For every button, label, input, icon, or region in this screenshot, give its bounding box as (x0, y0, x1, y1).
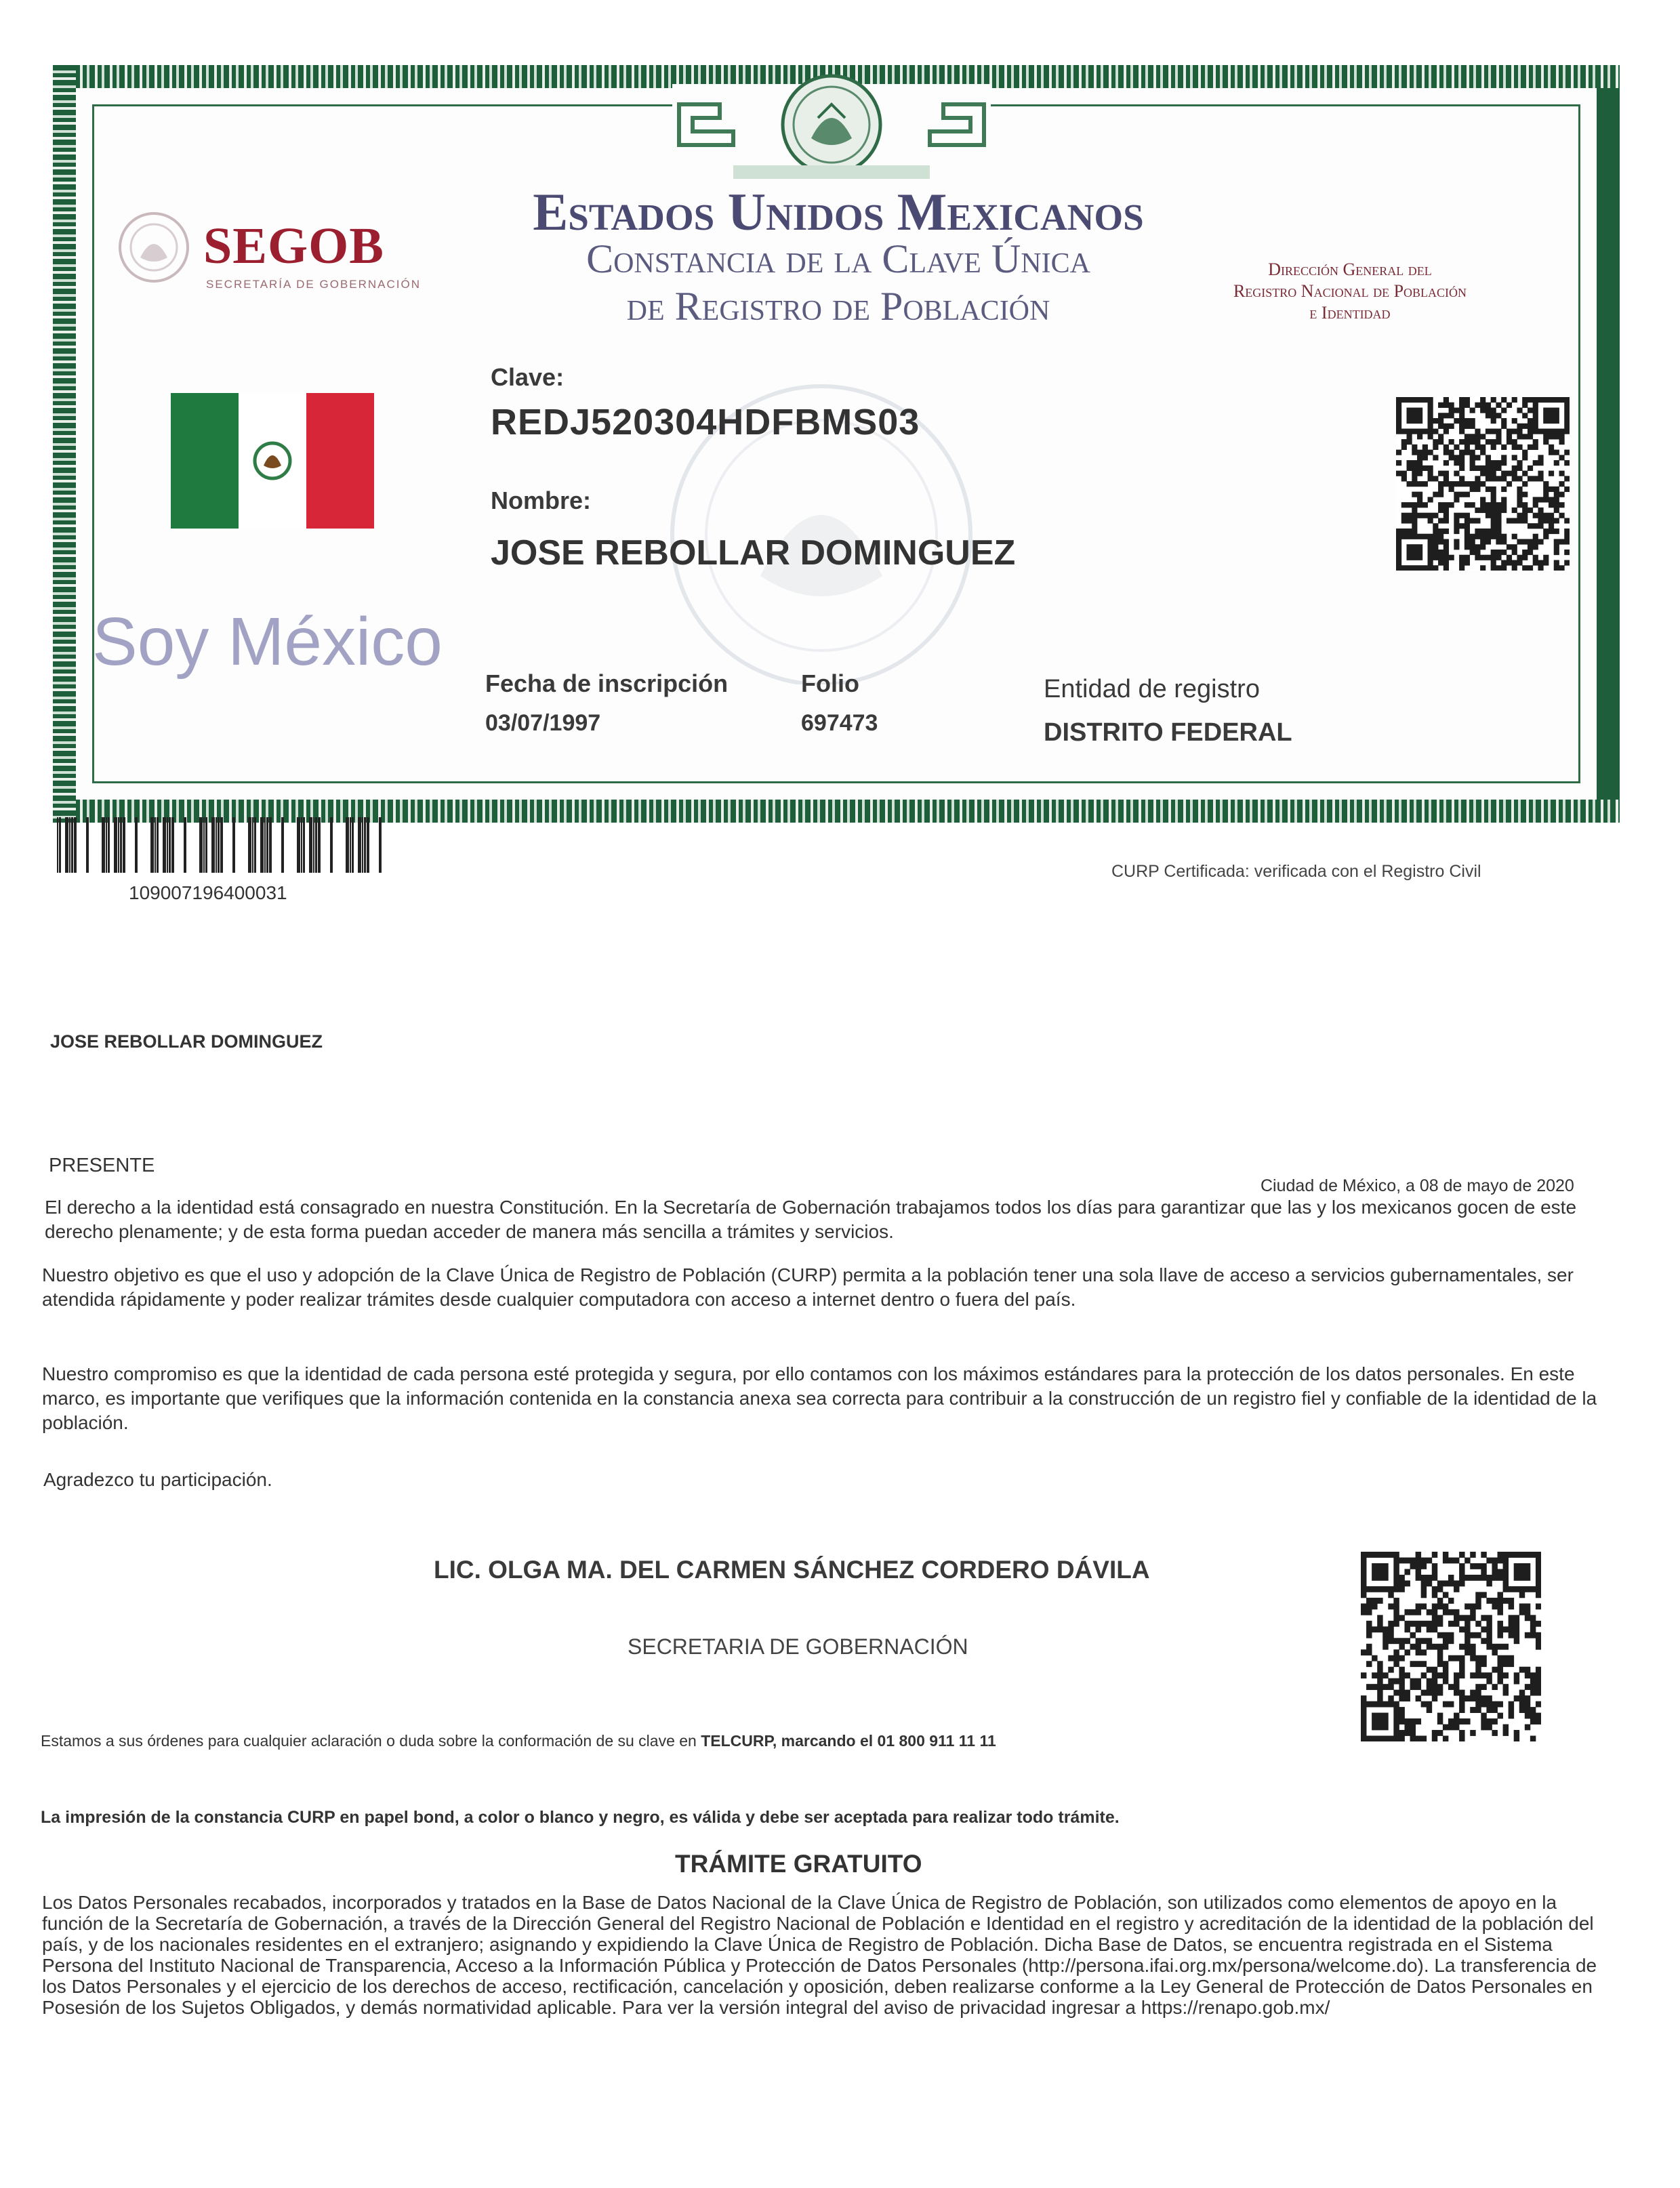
segob-logo-text: SEGOB (203, 218, 384, 274)
telcurp-line (41, 1732, 996, 1750)
letter-recipient: JOSE REBOLLAR DOMINGUEZ (50, 1031, 323, 1052)
national-crest-icon (672, 64, 991, 192)
folio-value: 697473 (801, 710, 878, 736)
curp-certificate (53, 65, 1620, 823)
entidad-label: Entidad de registro (1044, 675, 1260, 703)
tramite-gratuito: TRÁMITE GRATUITO (675, 1850, 922, 1878)
letter-thanks: Agradezco tu participación. (43, 1469, 272, 1490)
segob-seal-icon (117, 210, 191, 285)
telcurp-text: Estamos a sus órdenes para cualquier aclaración o duda sobre la conformación de su clave en (41, 1732, 701, 1750)
letter-paragraph-2: Nuestro objetivo es que el uso y adopción de la Clave Única de Registro de Población (CURP) permita a la población tener una sola llave de acceso a servicios gubernamentales, ser atendida rápidamente y poder realizar trámites desde cualquier computadora con acceso a internet dentro o fuera del país. (42, 1264, 1574, 1310)
privacy-notice: Los Datos Personales recabados, incorporados y tratados en la Base de Datos Nacional de la Clave Única de Registro de Población, son utilizados como elementos de apoyo en la función de la Secretaría de Gobernación, a través de la Dirección General del Registro Nacional de Población e Identidad en el registro y acreditación de la identidad de la población del país, y de los nacionales residentes en el extranjero; asignando y expidiendo la Clave Única de Registro de Población. Dicha Base de Datos, se encuentra registrada en el Sistema Persona del Instituto Nacional de Transparencia, Acceso a la Información Pública y Protección de Datos Personales (http://persona.ifai.org.mx/persona/welcome.do). La transferencia de los Datos Personales y el ejercicio de los derechos de acceso, rectificación, cancelación y oposición, deben realizarse conforme a la Ley General de Protección de Datos Personales en Posesión de los Sujetos Obligados, y demás normatividad aplicable. Para ver la versión integral del aviso de privacidad ingresar a https://renapo.gob.mx/ (42, 1892, 1597, 2018)
signer-title: SECRETARIA DE GOBERNACIÓN (628, 1634, 968, 1659)
barcode-number: 109007196400031 (129, 882, 287, 903)
curp-certificada-note: CURP Certificada: verificada con el Registro Civil (1111, 862, 1481, 881)
agency-name (1174, 259, 1526, 324)
nombre-value: JOSE REBOLLAR DOMINGUEZ (491, 533, 1016, 573)
watermark-seal-icon (564, 332, 1079, 684)
country-title: Estados Unidos Mexicanos (533, 182, 1144, 241)
signer-name: LIC. OLGA MA. DEL CARMEN SÁNCHEZ CORDERO DÁVILA (434, 1556, 1150, 1584)
certificate-title-line2: de Registro de Población (626, 284, 1050, 329)
validity-notice: La impresión de la constancia CURP en papel bond, a color o blanco y negro, es válida y debe ser aceptada para realizar todo trámite. (41, 1808, 1120, 1827)
slogan: Soy México (92, 604, 443, 680)
frame-pattern-right (53, 65, 76, 823)
letter-paragraph-1: El derecho a la identidad está consagrado en nuestra Constitución. En la Secretaría de Gobernación trabajamos todos los días para garantizar que las y los mexicanos gocen de este derecho plenamente; y de esta forma puedan acceder de manera más sencilla a trámites y servicios. (45, 1197, 1577, 1242)
folio-label: Folio (801, 669, 859, 697)
telcurp-phone: TELCURP, marcando el 01 800 911 11 11 (701, 1732, 996, 1750)
agency-line3: e Identidad (1309, 303, 1391, 323)
segob-logo-subtext: SECRETARÍA DE GOBERNACIÓN (206, 278, 422, 291)
clave-label: Clave: (491, 363, 565, 391)
signature-qr-code (1361, 1552, 1541, 1741)
letter-presente: PRESENTE (49, 1155, 155, 1176)
letter-place-date: Ciudad de México, a 08 de mayo de 2020 (1261, 1176, 1574, 1195)
barcode (57, 817, 389, 873)
agency-line2: Registro Nacional de Población (1233, 281, 1467, 301)
clave-value: REDJ520304HDFBMS03 (491, 402, 920, 442)
certificate-qr-code (1396, 397, 1570, 571)
entidad-value: DISTRITO FEDERAL (1044, 718, 1292, 747)
certificate-body (76, 88, 1597, 800)
nombre-label: Nombre: (491, 487, 592, 514)
certificate-title-line1: Constancia de la Clave Única (586, 236, 1090, 281)
fecha-value: 03/07/1997 (485, 710, 601, 736)
agency-line1: Dirección General del (1268, 260, 1432, 279)
fecha-label: Fecha de inscripción (485, 669, 729, 697)
mexican-flag-icon (171, 393, 374, 529)
letter-paragraph-3: Nuestro compromiso es que la identidad de cada persona esté protegida y segura, por ello contamos con los máximos estándares para la protección de los datos personales. En este marco, es importante que verifiques que la información contenida en la constancia anexa sea correcta para contribuir a la construcción de un registro fiel y confiable de la identidad de la población. (42, 1363, 1597, 1433)
